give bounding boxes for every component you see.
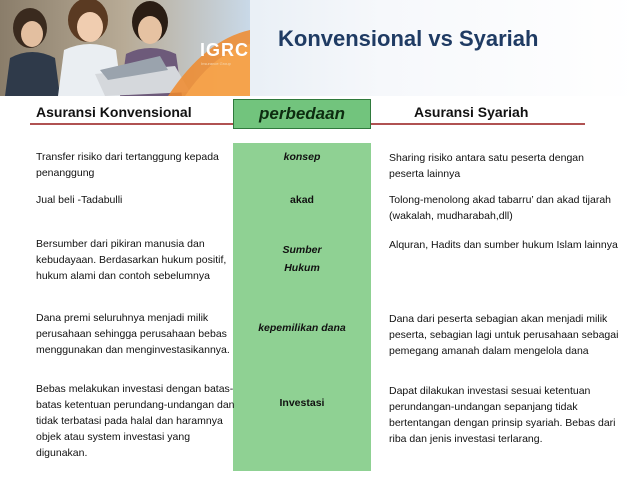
column-header-syariah: Asuransi Syariah <box>414 104 529 120</box>
column-header-konvensional: Asuransi Konvensional <box>36 104 192 120</box>
konvensional-sumber-hukum: Bersumber dari pikiran manusia dan kebudayaan. Berdasarkan hukum positif, hukum alami dan contoh sebelumnya <box>36 238 227 282</box>
igrc-logo: IGRC Insurance Group <box>200 40 249 66</box>
aspect-konsep: konsep <box>283 151 321 163</box>
syariah-sumber-hukum: Alquran, Hadits dan sumber hukum Islam lainnya <box>389 239 618 251</box>
konvensional-investasi: Bebas melakukan investasi dengan batas-batas ketentuan perundang-undangan dan tidak terbatasi pada halal dan haramnya objek atau system investasi yang digunakan. <box>36 383 235 459</box>
konvensional-akad: Jual beli -Tadabulli <box>36 194 123 206</box>
aspect-kepemilikan-dana: kepemilikan dana <box>258 322 346 334</box>
syariah-investasi: Dapat dilakukan investasi sesuai ketentuan perundangan-undangan sepanjang tidak bertentangan dengan prinsip syariah. Bebas dari riba dan jenis investasi terlarang. <box>389 385 616 445</box>
aspect-akad: akad <box>290 194 314 206</box>
aspect-sumber-hukum: Sumber Hukum <box>282 244 322 274</box>
syariah-akad: Tolong-menolong akad tabarru’ dan akad tijarah (wakalah, mudharabah,dll) <box>389 194 612 222</box>
konvensional-konsep: Transfer risiko dari tertanggung kepada penanggung <box>36 151 219 179</box>
syariah-kepemilikan-dana: Dana dari peserta sebagian akan menjadi milik peserta, sebagian lagi untuk perusahaan sebagai pemegang amanah dalam mengelola dana <box>389 313 619 357</box>
page-title: Konvensional vs Syariah <box>278 26 539 51</box>
konvensional-kepemilikan-dana: Dana premi seluruhnya menjadi milik perusahaan sehingga perusahaan bebas menggunakan dan menginvestasikannya. <box>36 312 230 356</box>
perbedaan-badge: perbedaan <box>233 99 371 129</box>
aspect-investasi: Investasi <box>279 397 325 409</box>
header-banner <box>0 0 638 96</box>
syariah-konsep: Sharing risiko antara satu peserta dengan peserta lainnya <box>389 152 584 180</box>
